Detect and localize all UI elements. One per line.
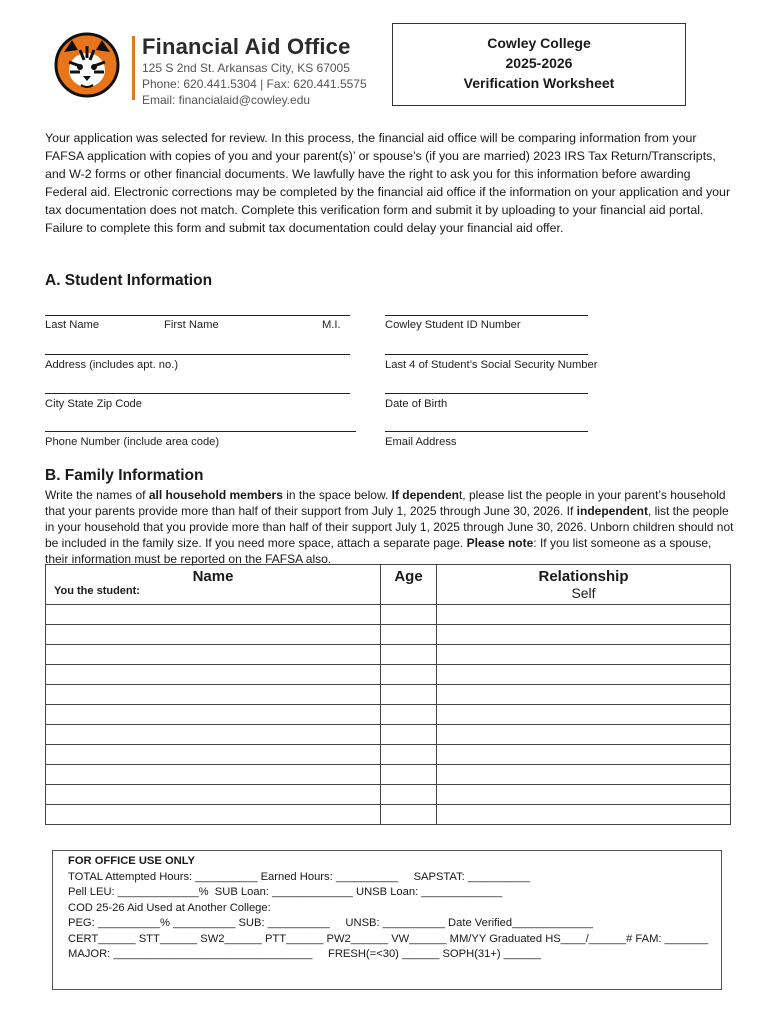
last-name-label: Last Name (45, 319, 100, 331)
student-info-heading: A. Student Information (45, 272, 213, 289)
name-column-header: Name (46, 565, 381, 586)
table-row[interactable] (46, 765, 731, 785)
family-instructions (45, 487, 735, 567)
ssn-line[interactable] (385, 354, 588, 355)
header-divider (132, 36, 135, 100)
family-text-bold-3: independent (576, 504, 648, 518)
relationship-column-header: Relationship (437, 565, 731, 586)
family-text-4: , list the people in your household that you provide more than half of their support July 1, 2025 through June 30, 2026. Unborn children should not be included in the family size. If you need more space, attach a separate page. (45, 504, 734, 550)
table-row[interactable] (46, 805, 731, 825)
worksheet-title-box (392, 23, 686, 106)
office-phone-fax: Phone: 620.441.5304 | Fax: 620.441.5575 (142, 77, 367, 91)
address-label: Address (includes apt. no.) (45, 359, 179, 371)
table-row[interactable] (46, 725, 731, 745)
phone-line[interactable] (45, 431, 356, 432)
table-row[interactable] (46, 645, 731, 665)
family-text-5: : If you list someone as a spouse, their information must be reported on the FAFSA also. (45, 536, 712, 566)
worksheet-title: Verification Worksheet (463, 75, 615, 91)
mi-label: M.I. (322, 319, 341, 331)
table-row[interactable] (46, 705, 731, 725)
college-name: Cowley College (487, 35, 591, 51)
student-id-label: Cowley Student ID Number (385, 319, 521, 331)
ssn-label: Last 4 of Student’s Social Security Number (385, 359, 598, 371)
office-email: Email: financialaid@cowley.edu (142, 93, 311, 107)
table-row[interactable] (46, 665, 731, 685)
family-text-1: Write the names of (45, 488, 149, 502)
email-label: Email Address (385, 436, 457, 448)
email-line[interactable] (385, 431, 588, 432)
address-line[interactable] (45, 354, 350, 355)
table-row[interactable] (46, 785, 731, 805)
city-line[interactable] (45, 393, 350, 394)
family-text-bold-4: Please note (466, 536, 534, 550)
phone-label: Phone Number (include area code) (45, 436, 220, 448)
office-line-pell: Pell LEU: _____________% SUB Loan: _____________ UNSB Loan: _____________ (68, 886, 503, 898)
student-name-cell[interactable]: You the student: (46, 585, 381, 605)
office-line-peg: PEG: __________% __________ SUB: __________ UNSB: __________ Date Verified_____________ (68, 917, 593, 929)
table-row[interactable] (46, 625, 731, 645)
first-name-label: First Name (164, 319, 219, 331)
office-line-cert: CERT______ STT______ SW2______ PTT______ PW2______ VW______ MM/YY Graduated HS____/______# FAM: _______ (68, 932, 709, 945)
award-year: 2025-2026 (505, 55, 573, 71)
city-label: City State Zip Code (45, 398, 143, 410)
family-info-heading: B. Family Information (45, 467, 204, 484)
office-line-major: MAJOR: ________________________________ FRESH(=<30) ______ SOPH(31+) ______ (68, 948, 542, 960)
student-id-line[interactable] (385, 315, 588, 316)
family-text-3: t, please list the people in your parent’s household that your parents provide more than half of their support from July 1, 2025 through June 30, 2026. If (45, 488, 726, 518)
office-title: Financial Aid Office (142, 34, 351, 59)
relationship-cell[interactable]: Self (437, 585, 731, 605)
office-line-cod: COD 25-26 Aid Used at Another College: (68, 901, 271, 914)
dob-line[interactable] (385, 393, 588, 394)
table-row[interactable] (46, 685, 731, 705)
tiger-logo (50, 32, 124, 98)
age-cell[interactable] (381, 585, 437, 605)
office-use-title: FOR OFFICE USE ONLY (68, 855, 196, 867)
family-text-bold-2: If dependen (391, 488, 459, 502)
table-row[interactable] (46, 745, 731, 765)
household-table (45, 564, 731, 825)
table-row[interactable] (46, 605, 731, 625)
dob-label: Date of Birth (385, 398, 448, 410)
family-text-bold-1: all household members (148, 488, 283, 502)
office-line-hours: TOTAL Attempted Hours: __________ Earned Hours: __________ SAPSTAT: __________ (68, 870, 531, 883)
office-use-box (52, 850, 722, 990)
family-text-2: in the space below. (282, 488, 392, 502)
age-column-header: Age (381, 565, 437, 586)
office-address: 125 S 2nd St. Arkansas City, KS 67005 (142, 61, 350, 75)
name-line[interactable] (45, 315, 350, 316)
intro-paragraph: Your application was selected for review. In this process, the financial aid office will be comparing information from your FAFSA application with copies of you and your parent(s)’ or spouse’s (if you are married) 2023 IRS Tax Return/Transcripts, and W-2 forms or other financial documents. We lawfully have the right to ask you for this information before awarding Federal aid. Electronic corrections may be completed by the financial aid office if the information on your application and your tax documentation does not match. Complete this verification form and submit it by uploading to your financial aid portal. Failure to complete this form and submit tax documentation could delay your financial aid offer. (45, 131, 731, 235)
